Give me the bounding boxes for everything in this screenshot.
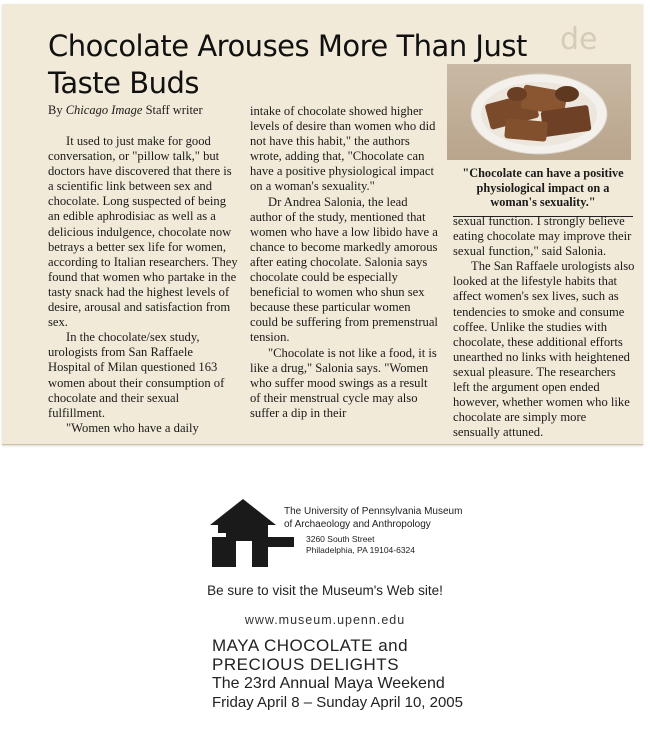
address-line-1: 3260 South Street: [306, 534, 375, 544]
headline-line-1: Chocolate Arouses More Than Just: [48, 29, 527, 63]
paragraph: Dr Andrea Salonia, the lead author of the study, mentioned that women who have a low libido have a chance to become markedly amorous after eating chocolate. Salonia says chocolate could be especially beneficial to women who shun sex because these particular women could be suffering from premenstrual tension.: [250, 194, 438, 345]
event-announcement: [212, 636, 463, 712]
museum-address: [306, 534, 415, 555]
address-line-2: Philadelphia, PA 19104-6324: [306, 544, 416, 555]
byline: [48, 103, 203, 118]
paragraph: The San Raffaele urologists also looked at the lifestyle habits that affect women's sex lives, such as tendencies to smoke and consume coffee. Unlike the studies with chocolate, these additional efforts unearthed no links with heightened sexual pleasure. The researchers left the argument open ended however, whether women who like chocolate are simply more sensually attuned.: [453, 259, 635, 440]
article-column-1: [48, 134, 238, 436]
event-dates: Friday April 8 – Sunday April 10, 2005: [212, 694, 463, 711]
paragraph: "Chocolate is not like a food, it is like a drug," Salonia says. "Women who suffer mood swings as a result of their menstrual cycle may also suffer a dip in their: [250, 345, 437, 420]
paragraph: "Women who have a daily: [66, 420, 199, 435]
article-column-3: [453, 214, 635, 440]
headline-line-2: Taste Buds: [48, 66, 200, 100]
ghost-text: de: [560, 22, 598, 57]
event-subtitle: The 23rd Annual Maya Weekend: [212, 675, 445, 692]
byline-suffix: Staff writer: [145, 103, 203, 117]
paragraph: It used to just make for good conversation, or "pillow talk," but doctors have discovered that there is a scientific link between sex and chocolate. Long suspected of being an edible aphrodisiac as well as a delicious indulgence, chocolate now betrays a better sex life for women, according to Italian researchers. They found that women who partake in the tasty snack had the highest levels of desire, arousal and satisfaction from sex.: [48, 134, 238, 330]
article-column-2: [250, 104, 438, 421]
photo-caption: "Chocolate can have a positive physiological impact on a woman's sexuality.": [453, 166, 633, 217]
chocolate-plate-image: [447, 64, 631, 160]
chocolate-photo: [447, 64, 631, 160]
museum-name-line-2: of Archaeology and Anthropology: [284, 519, 431, 530]
event-title-line-1: MAYA CHOCOLATE and: [212, 636, 409, 655]
paragraph: In the chocolate/sex study, urologists from San Raffaele Hospital of Milan questioned 163 women about their consumption of chocolate and their sexual fulfillment.: [48, 330, 225, 420]
museum-url: www.museum.upenn.edu: [244, 613, 406, 627]
paragraph: sexual function. I strongly believe eating chocolate may improve their sexual function," said Salonia.: [453, 214, 632, 259]
event-title-line-2: PRECIOUS DELIGHTS: [212, 655, 400, 674]
paragraph: intake of chocolate showed higher levels of desire than women who did not have this habit," the authors wrote, adding that, "Chocolate can have a positive physiological impact on a woman's sexuality.": [250, 104, 436, 194]
byline-prefix: By: [48, 103, 63, 117]
museum-name-line-1: The University of Pennsylvania Museum: [284, 506, 463, 517]
visit-website-text: Be sure to visit the Museum's Web site!: [207, 583, 443, 598]
museum-name: [284, 505, 462, 531]
byline-publication: Chicago Image: [65, 103, 143, 117]
